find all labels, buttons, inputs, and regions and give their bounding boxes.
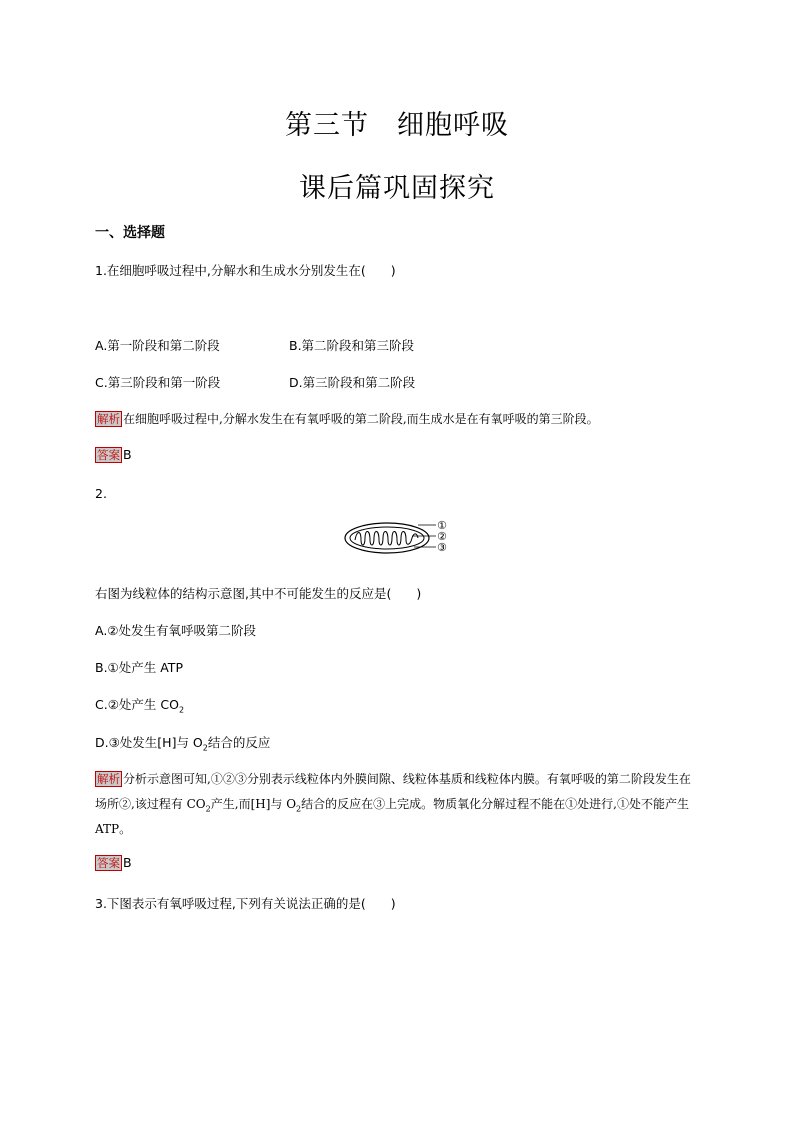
answer-tag: 答案: [97, 448, 120, 462]
q2-analysis-text-2b: 产生,而[H]与 O: [210, 797, 297, 811]
q1-analysis-text: 在细胞呼吸过程中,分解水发生在有氧呼吸的第二阶段,而生成水是在有氧呼吸的第三阶段。: [123, 412, 599, 426]
q1-option-d: D.第三阶段和第二阶段: [289, 375, 416, 390]
q2-analysis-line1: [95, 770, 691, 787]
q3-stem: 3.下图表示有氧呼吸过程,下列有关说法正确的是( ): [95, 896, 396, 911]
figure-label-3: ③: [437, 541, 447, 554]
q2-option-d-suffix: 结合的反应: [207, 735, 271, 750]
q2-option-b: B.①处产生 ATP: [95, 660, 183, 675]
q1-answer-value: B: [123, 447, 132, 462]
q1-answer: [95, 447, 132, 463]
q2-analysis-text-2c: 结合的反应在③上完成。物质氧化分解过程不能在①处进行,①处不能产生: [301, 797, 689, 811]
page-subtitle: 课后篇巩固探究: [299, 173, 495, 204]
q1-option-c: C.第三阶段和第一阶段: [95, 375, 221, 390]
q2-option-c-text: C.②处产生 CO: [95, 697, 179, 712]
q2-analysis-line2: [95, 795, 689, 813]
q2-option-c-sub: 2: [178, 705, 185, 715]
q1-analysis: [95, 410, 599, 427]
q2-analysis-text-2a: 场所②,该过程有 CO: [95, 797, 206, 811]
q2-option-d-sub: 2: [202, 743, 208, 753]
analysis-tag: 解析: [97, 772, 120, 786]
q1-stem: 1.在细胞呼吸过程中,分解水和生成水分别发生在( ): [95, 263, 396, 278]
answer-tag: 答案: [97, 856, 120, 870]
q2-option-d: [95, 733, 270, 753]
q1-option-b: B.第二阶段和第三阶段: [289, 338, 415, 353]
q2-option-c: [95, 695, 184, 715]
page-title: 第三节 细胞呼吸: [285, 110, 509, 141]
q2-analysis-line3: ATP。: [95, 822, 132, 836]
q2-option-d-text: D.③处发生[H]与 O: [95, 735, 203, 750]
figure-label-1: ①: [437, 519, 447, 532]
q2-analysis-sub-1: 2: [205, 804, 211, 814]
q2-number: 2.: [95, 486, 107, 501]
q2-stem: 右图为线粒体的结构示意图,其中不可能发生的反应是( ): [95, 586, 422, 601]
q2-analysis-text-1: 分析示意图可知,①②③分别表示线粒体内外膜间隙、线粒体基质和线粒体内膜。有氧呼吸的第二阶段发生在: [123, 772, 691, 786]
analysis-tag: 解析: [97, 412, 120, 426]
mitochondrion-diagram: [340, 516, 460, 560]
q1-option-a: A.第一阶段和第二阶段: [95, 338, 220, 353]
q2-answer-value: B: [123, 855, 132, 870]
q2-answer: [95, 855, 132, 871]
q2-option-a: A.②处发生有氧呼吸第二阶段: [95, 623, 257, 638]
figure-label-2: ②: [437, 530, 447, 543]
section-heading: 一、选择题: [95, 225, 165, 241]
q2-analysis-sub-2: 2: [296, 804, 302, 814]
